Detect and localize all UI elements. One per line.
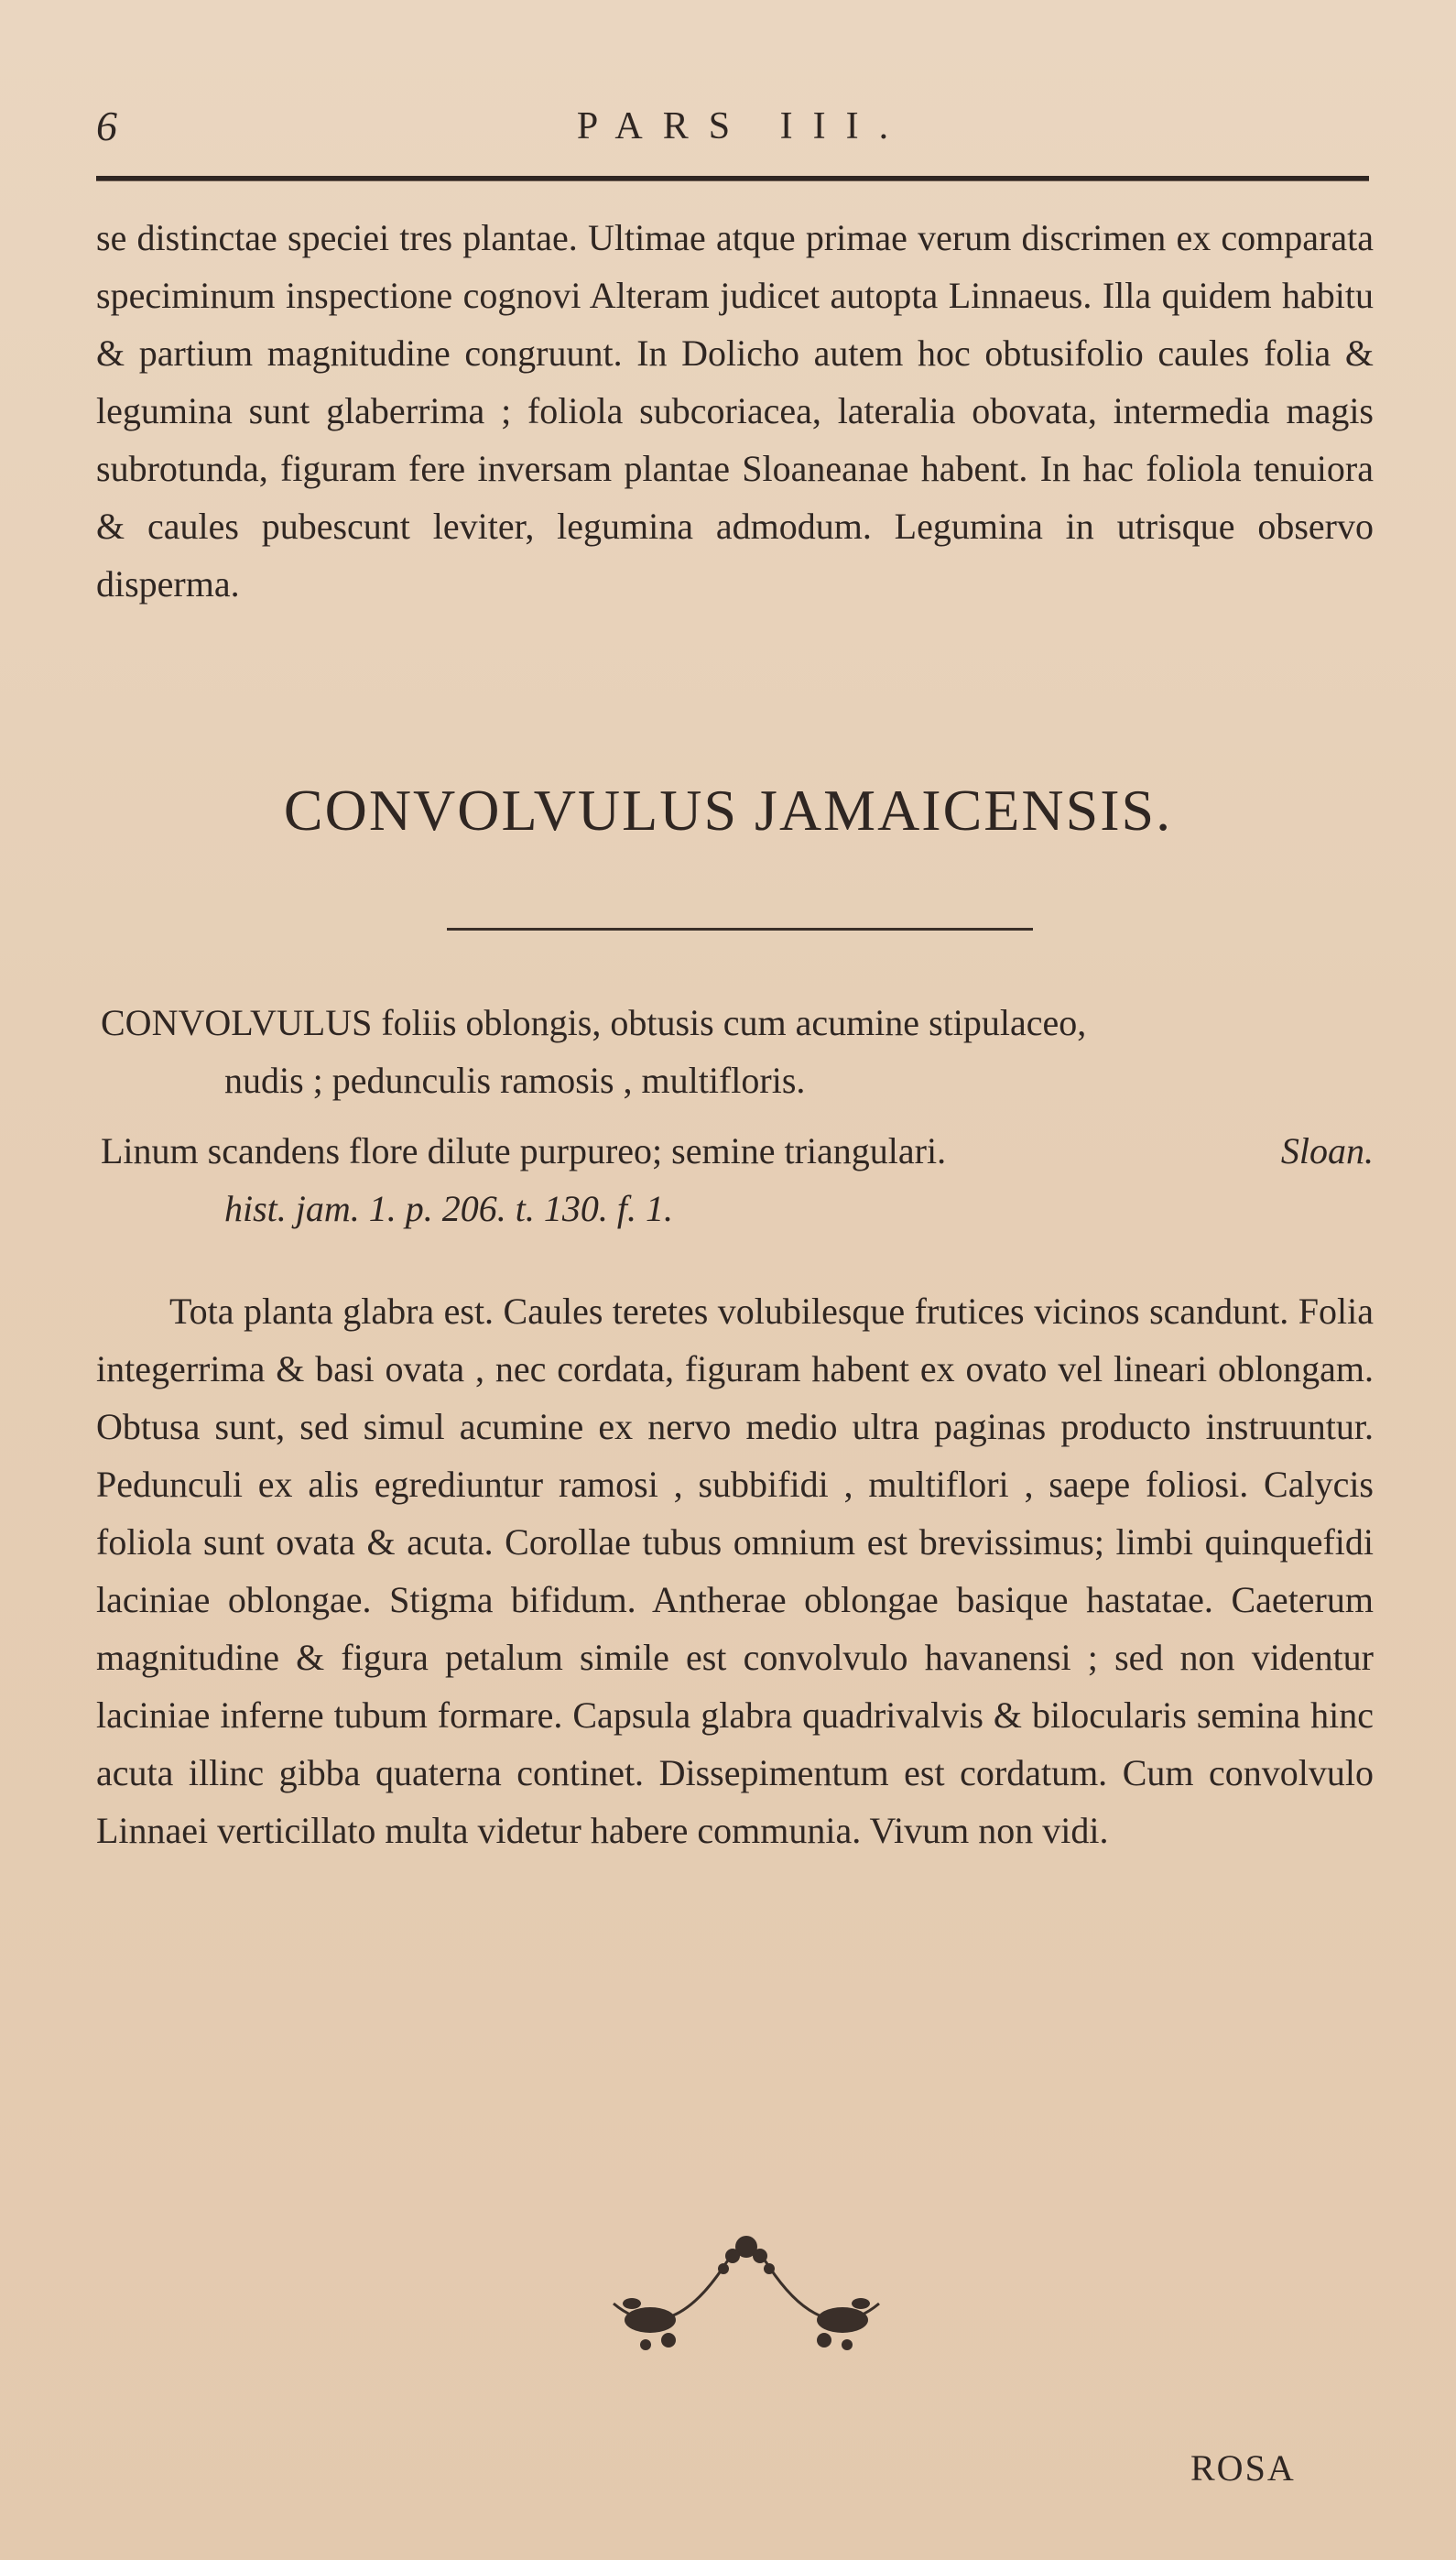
section-title: CONVOLVULUS JAMAICENSIS.	[283, 778, 1173, 843]
title-rule	[447, 928, 1033, 931]
page-number: 6	[96, 103, 117, 149]
catchword: ROSA	[1190, 2447, 1296, 2489]
diagnosis-line-1: CONVOLVULUS foliis oblongis, obtusis cum acumine stipulaceo,	[101, 1002, 1087, 1043]
synonym-reference: hist. jam. 1. p. 206. t. 130. f. 1.	[224, 1188, 674, 1229]
intro-paragraph-block	[96, 209, 1374, 613]
header-rule	[96, 176, 1369, 181]
synonym-text: Linum scandens flore dilute purpureo; semine triangulari.	[101, 1130, 947, 1171]
diagnosis-line-2: nudis ; pedunculis ramosis , multifloris.	[224, 1060, 806, 1101]
synonym-main-line	[101, 1122, 1374, 1180]
intro-paragraph: se distinctae speciei tres plantae. Ultimae atque primae verum discrimen ex comparata speciminum inspectione cognovi Alteram judicet autopta Linnaeus. Illa quidem habitu & partium magnitudine congruunt. In Dolicho autem hoc obtusifolio caules folia & legumina sunt glaberrima ; foliola subcoriacea, lateralia obovata, intermedia magis subrotunda, figuram fere inversam plantae Sloaneanae habent. In hac foliola tenuiora & caules pubescunt leviter, legumina admodum. Legumina in utrisque observo disperma.	[96, 217, 1374, 605]
page-header	[96, 99, 1369, 154]
floral-ornament-icon	[577, 2212, 916, 2377]
synonym-citation	[101, 1122, 1374, 1237]
species-diagnosis	[101, 994, 1374, 1109]
running-head: PARS III.	[576, 105, 909, 147]
description-paragraph: Tota planta glabra est. Caules teretes volubilesque frutices vicinos scandunt. Folia integerrima & basi ovata , nec cordata, figuram habent ex ovato vel lineari oblongam. Obtusa sunt, sed simul acumine ex nervo medio ultra paginas producto instruuntur. Pedunculi ex alis egrediuntur ramosi , subbifidi , multiflori , saepe foliosi. Calycis foliola sunt ovata & acuta. Corollae tubus omnium est brevissimus; limbi quinquefidi laciniae oblongae. Stigma bifidum. Antherae oblongae basique hastatae. Caeterum magnitudine & figura petalum simile est convolvulo havanensi ; sed non videntur laciniae inferne tubum formare. Capsula glabra quadrivalvis & bilocularis semina hinc acuta illinc gibba quaterna continet. Dissepimentum est cordatum. Cum convolvulo Linnaei verticillato multa videtur habere communia. Vivum non vidi.	[96, 1291, 1374, 1851]
synonym-author: Sloan.	[1280, 1130, 1374, 1171]
